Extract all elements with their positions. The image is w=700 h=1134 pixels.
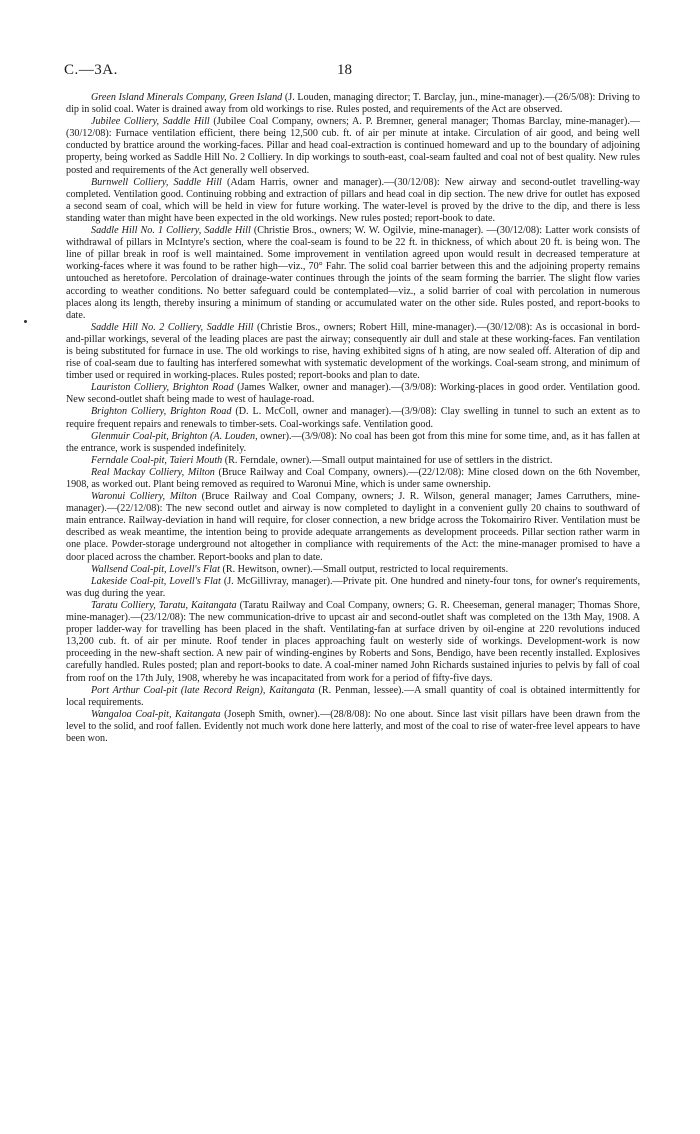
entry-name: Saddle Hill No. 1 Colliery, Saddle Hill [91, 225, 251, 237]
entry-paragraph [66, 177, 640, 225]
entry-name: Ferndale Coal-pit, Taieri Mouth [91, 454, 223, 466]
entry-name: Glenmuir Coal-pit, Brighton (A. Louden, [91, 430, 258, 442]
entry-paragraph [66, 600, 640, 685]
entry-paragraph [66, 467, 640, 491]
entry-text: (Christie Bros., owners; Robert Hill, mine-manager).—(30/12/08): As is occasional in bord-and-pillar workings, several of the leading places are past the airway; consequently air dull and stale at these working-faces. Fan ventilation is being substituted for furnace in use. The old workings to rise, having exhibited signs of h ating, are now sealed off. Alteration of dip and rise of coal-seam due to faulting has interfered somewhat with systematic development of the workings. Coal-seam strong, and minimum of timber used or required in working-places. Rules posted; report-books and plan to date. [66, 321, 640, 382]
entry-paragraph [66, 322, 640, 382]
entry-paragraph [66, 116, 640, 176]
entry-name: Burnwell Colliery, Saddle Hill [91, 176, 222, 188]
entry-paragraph [66, 225, 640, 322]
entry-text: (Bruce Railway and Coal Company, owners; J. R. Wilson, general manager; James Carruthers, mine-manager).—(22/12/08): The new second outlet and airway is now completed to daylight in a convenient gully 20 chains to southward of main entrance. Railway-deviation in hand will require, for closer connection, a new bridge across the Tokomairiro River. Ventilation must be described as weak meantime, the intention being to provide adequate arrangements as development proceeds. Pillar section rather warm in one place. Powder-storage underground not altogether in compliance with requirements of the Act: the mine-manager promised to have a door placed across the chamber. Report-books and plan to date. [66, 491, 640, 563]
entry-name: Port Arthur Coal-pit (late Record Reign), Kaitangata [91, 684, 315, 696]
entry-text: (Bruce Railway and Coal Company, owners).—(22/12/08): Mine closed down on the 6th November, 1908, as worked out. Plant being removed as required to Waronui Mine, which is under same ownership. [66, 466, 641, 490]
entry-name: Green Island Minerals Company, Green Island [91, 92, 283, 103]
entry-name: Waronui Colliery, Milton [91, 491, 197, 503]
entry-text: (J. Louden, managing director; T. Barclay, jun., mine-manager).—(26/5/08): Driving to dip in solid coal. Water is drained away from old workings to rise. Rules posted, and requirements of the Act are observed. [66, 92, 640, 116]
entry-text: (Taratu Railway and Coal Company, owners; G. R. Cheeseman, general manager; Thomas Shore, mine-manager).—(23/12/08): The new communication-drive to upcast air and second-outlet shaft was completed on the 13th May, 1908. A proper ladder-way for travelling has been placed in the shaft. Ventilating-fan at surface driven by oil-engine at 220 revolutions induced 13,200 cub. ft. of air per minute. Roof tender in places approaching fault on westerly side of workings. Development-work is now proceeding in the new-shaft section. A new pair of winding-engines by Roberts and Sons, Bendigo, have been recently installed. Explosives carefully handled. Rules posted; plan and report-books to date. A coal-miner named John Richards sustained injuries to pelvis by fall of coal from roof on the 17th July, 1908, whereby he was incapacitated from work for a period of fifty-five days. [66, 599, 640, 684]
entry-paragraph [66, 709, 640, 745]
entry-name: Real Mackay Colliery, Milton [91, 466, 215, 478]
entry-text: (J. McGillivray, manager).—Private pit. One hundred and ninety-four tons, for owner's requirements, was dug during the year. [66, 575, 640, 599]
document-body [66, 92, 640, 745]
entry-paragraph [66, 576, 640, 600]
entry-name: Jubilee Colliery, Saddle Hill [91, 116, 210, 128]
entry-name: Wallsend Coal-pit, Lovell's Flat [91, 563, 220, 575]
page-number: 18 [337, 62, 352, 78]
entry-text: (R. Penman, lessee).—A small quantity of coal is obtained intermittently for local requirements. [66, 684, 641, 708]
entry-paragraph [66, 491, 640, 564]
entry-name: Brighton Colliery, Brighton Road [91, 406, 232, 418]
entry-name: Saddle Hill No. 2 Colliery, Saddle Hill [91, 321, 254, 333]
entry-paragraph [66, 382, 640, 406]
entry-text: (D. L. McColl, owner and manager).—(3/9/08): Clay swelling in tunnel to such an extent as to require frequent repairs and renewals to timber-sets. Coal-workings safe. Ventilation good. [66, 406, 641, 430]
entry-text: (Jubilee Coal Company, owners; A. P. Bremner, general manager; Thomas Barclay, mine-manager).—(30/12/08): Furnace ventilation efficient, there being 12,500 cub. ft. of air per minute at intake. Circulation of air good, and being well conducted by brattice around the working-faces. Pillar and head coal-extraction is continued homeward and up to the boundary of adjoining property, being worked as Saddle Hill No. 2 Colliery. In dip workings to south-east, coal-seam faulted and coal not of best quality. New rules posted and requirements of the Act generally well observed. [66, 116, 640, 176]
entry-paragraph [66, 685, 640, 709]
entry-paragraph [66, 431, 640, 455]
entry-paragraph [66, 564, 640, 576]
entry-name: Lakeside Coal-pit, Lovell's Flat [91, 575, 221, 587]
entry-text: (R. Ferndale, owner).—Small output maintained for use of settlers in the district. [222, 454, 553, 466]
entry-text: (Christie Bros., owners; W. W. Ogilvie, mine-manager). —(30/12/08): Latter work consists of withdrawal of pillars in McIntyre's section, where the coal-seam is found to be 22 ft. in thickness, of which about 20 ft. is being won. The line of pillar break in roof is well maintained. Some improvement in ventilation agreed upon would result in decreased temperature at working-faces where it was found to be rather high—viz., 70° Fahr. The solid coal barrier between this and the adjoining property remains untouched as heretofore. Percolation of drainage-water continues through the joints of the seam forming the barrier. The slight flow varies according to weather conditions. No better safeguard could be contemplated—viz., a solid barrier of coal with percolation in numerous places along its length, thereby insuring a minimum of standing or accumulated water on the other side. Rules posted, and report-books to date. [66, 225, 640, 321]
entry-name: Lauriston Colliery, Brighton Road [91, 382, 234, 394]
report-code: C.—3A. [64, 62, 118, 78]
entry-text: (Adam Harris, owner and manager).—(30/12/08): New airway and second-outlet travelling-way completed. Ventilation good. Continuing robbing and extraction of pillars and head coal in dip section. The new drive for outlet has exposed a second seam of coal, which will be held in view for future working. The water-level is proved by the drive to the dip, and there is less standing water than might have been expected in the old workings. New rules posted; report-book to date. [66, 176, 640, 224]
entry-paragraph [66, 406, 640, 430]
margin-mark [24, 320, 27, 323]
entry-text: owner).—(3/9/08): No coal has been got from this mine for some time, and, as it has fallen at the entrance, work is suspended indefinitely. [66, 430, 640, 454]
entry-name: Taratu Colliery, Taratu, Kaitangata [91, 599, 237, 611]
entry-name: Wangaloa Coal-pit, Kaitangata [91, 708, 221, 720]
entry-paragraph [66, 455, 640, 467]
entry-text: (Joseph Smith, owner).—(28/8/08): No one about. Since last visit pillars have been drawn from the level to the solid, and roof fallen. Evidently not much work done here latterly, and most of the coal to rise of water-free level appears to have been won. [66, 708, 640, 744]
entry-text: (James Walker, owner and manager).—(3/9/08): Working-places in good order. Ventilation good. New second-outlet shaft being made to west of haulage-road. [66, 382, 640, 406]
entry-text: (R. Hewitson, owner).—Small output, restricted to local requirements. [219, 563, 509, 575]
entry-paragraph [66, 92, 640, 116]
